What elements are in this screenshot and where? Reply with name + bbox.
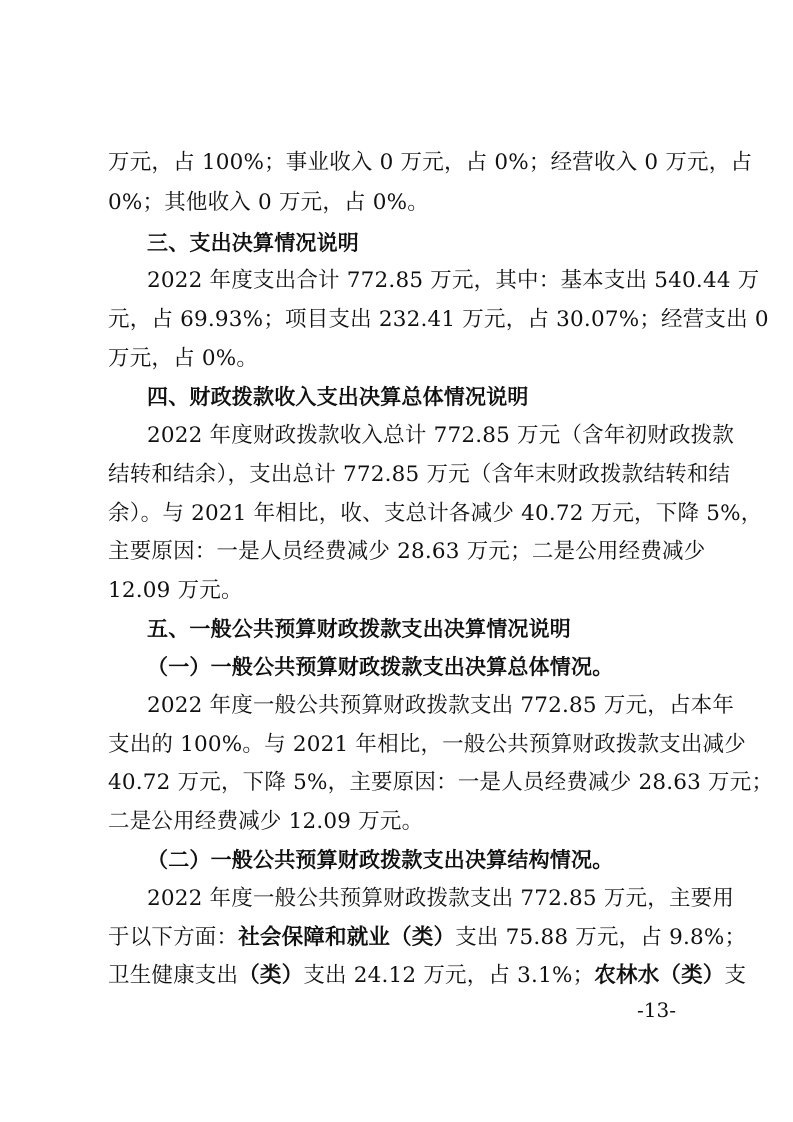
body-text-line: 0%；其他收入 0 万元，占 0%。 <box>108 190 429 215</box>
body-text-line: 12.09 万元。 <box>108 578 243 603</box>
body-text-line: 40.72 万元，下降 5%，主要原因：一是人员经费减少 28.63 万元； <box>108 770 774 795</box>
body-text-line: 2022 年度财政拨款收入总计 772.85 万元（含年初财政拨款 <box>147 423 735 448</box>
body-text-line: 万元，占 0%。 <box>108 346 259 371</box>
bold-category: 社会保障和就业（类） <box>238 925 456 950</box>
subsection-heading-1: （一）一般公共预算财政拨款支出决算总体情况。 <box>147 655 614 679</box>
body-text-line: 余）。与 2021 年相比，收、支总计各减少 40.72 万元，下降 5%， <box>108 501 763 526</box>
body-text-line: 结转和结余），支出总计 772.85 万元（含年末财政拨款结转和结 <box>108 462 731 487</box>
text-run: 支出 24.12 万元，占 3.1%； <box>303 963 595 988</box>
body-text-line <box>108 925 747 950</box>
section-heading-3: 三、支出决算情况说明 <box>147 231 359 255</box>
subsection-heading-2: （二）一般公共预算财政拨款支出决算结构情况。 <box>147 848 614 872</box>
body-text-line: 2022 年度支出合计 772.85 万元，其中：基本支出 540.44 万 <box>147 268 760 293</box>
bold-category: （类） <box>238 963 304 988</box>
body-text-line: 2022 年度一般公共预算财政拨款支出 772.85 万元，占本年 <box>147 693 735 718</box>
body-text-line: 万元，占 100%；事业收入 0 万元，占 0%；经营收入 0 万元，占 <box>108 150 753 175</box>
text-run: 卫生健康支出 <box>108 963 239 988</box>
body-text-line: 2022 年度一般公共预算财政拨款支出 772.85 万元，主要用 <box>147 886 735 911</box>
body-text-line: 元，占 69.93%；项目支出 232.41 万元，占 30.07%；经营支出 0 <box>108 307 769 332</box>
text-run: 于以下方面： <box>108 925 239 950</box>
text-run: 支出 75.88 万元，占 9.8%； <box>455 925 747 950</box>
body-text-line: 主要原因：一是人员经费减少 28.63 万元；二是公用经费减少 <box>108 539 706 564</box>
text-run: 支 <box>724 963 747 988</box>
page-number: -13- <box>637 998 676 1022</box>
body-text-line <box>108 963 747 988</box>
body-text-line: 支出的 100%。与 2021 年相比，一般公共预算财政拨款支出减少 <box>108 732 746 757</box>
bold-category: 农林水（类） <box>594 963 725 988</box>
section-heading-5: 五、一般公共预算财政拨款支出决算情况说明 <box>147 617 571 641</box>
body-text-line: 二是公用经费减少 12.09 万元。 <box>108 809 424 834</box>
section-heading-4: 四、财政拨款收入支出决算总体情况说明 <box>147 385 529 409</box>
